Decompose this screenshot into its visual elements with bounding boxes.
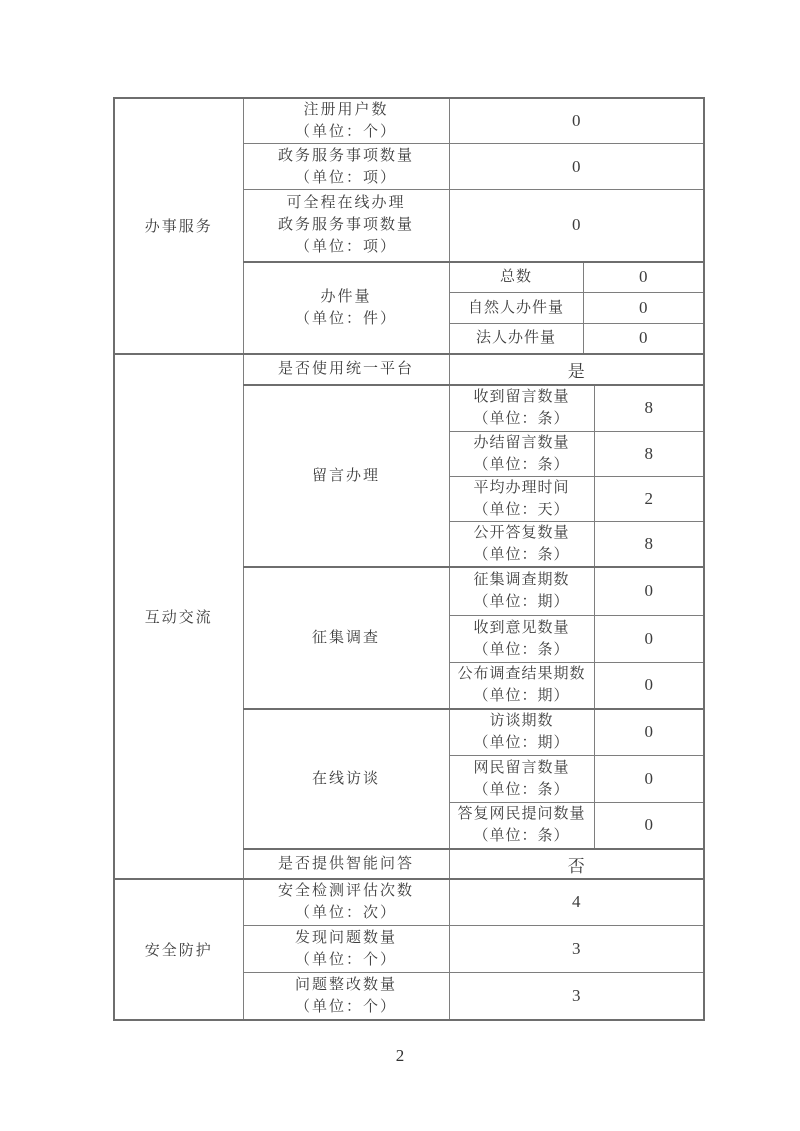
sub-value: 0 (594, 709, 704, 755)
sub-label-line1: 平均办理时间 (473, 480, 570, 496)
sub-label-line1: 公布调查结果期数 (457, 666, 586, 683)
sub-value: 0 (594, 615, 704, 662)
sub-label (449, 662, 594, 709)
sub-label-unit: （单位：条） (473, 641, 570, 658)
row-label (243, 354, 449, 385)
row-value: 0 (449, 190, 704, 262)
sub-label-line1: 办结留言数量 (473, 435, 570, 451)
row-value: 0 (449, 98, 704, 144)
group-label (243, 709, 449, 849)
row-value: 3 (449, 972, 704, 1020)
sub-label-unit: （单位：期） (473, 735, 570, 752)
row-label-unit: （单位：项） (294, 239, 397, 256)
row-label-unit: （单位：个） (294, 951, 397, 968)
sub-value: 8 (594, 432, 704, 477)
sub-value: 0 (594, 802, 704, 849)
sub-label (449, 385, 594, 432)
row-label-line1: 可全程在线办理 (286, 195, 406, 212)
group-label-line1: 在线访谈 (311, 771, 380, 787)
section-title-anquan-fanghu (114, 879, 243, 1020)
sub-label-line1: 网民留言数量 (473, 759, 570, 776)
sub-label-line1: 收到意见数量 (473, 619, 570, 636)
row-label (243, 144, 449, 190)
sub-label (449, 262, 583, 293)
sub-label (449, 709, 594, 755)
group-label (243, 567, 449, 709)
section-title-text: 办事服务 (144, 219, 213, 236)
group-label-line1: 征集调查 (311, 630, 380, 646)
sub-label (449, 432, 594, 477)
sub-value: 0 (583, 293, 704, 324)
group-label (243, 385, 449, 568)
sub-label-line1: 征集调查期数 (473, 572, 570, 589)
sub-label-unit: （单位：条） (473, 547, 570, 563)
sub-label (449, 522, 594, 568)
row-label-line1: 安全检测评估次数 (277, 883, 414, 900)
sub-label-unit: （单位：条） (473, 457, 570, 473)
sub-label-line1: 法人办件量 (475, 330, 556, 347)
row-value: 是 (449, 354, 704, 385)
sub-value: 0 (594, 567, 704, 615)
sub-value: 8 (594, 522, 704, 568)
sub-label-unit: （单位：期） (473, 688, 570, 705)
row-label (243, 190, 449, 262)
sub-label (449, 567, 594, 615)
group-label-unit: （单位：件） (294, 310, 397, 327)
row-value: 4 (449, 879, 704, 925)
row-label (243, 849, 449, 879)
sub-label (449, 615, 594, 662)
row-value: 3 (449, 925, 704, 972)
section-title-text: 互动交流 (144, 609, 213, 626)
sub-label-line1: 访谈期数 (489, 713, 554, 730)
sub-label (449, 324, 583, 354)
row-label-unit: （单位：个） (294, 998, 397, 1015)
sub-label-line1: 总数 (499, 269, 532, 286)
report-table (113, 97, 705, 1021)
row-label (243, 972, 449, 1020)
row-label-line1: 是否使用统一平台 (277, 361, 414, 377)
sub-label-unit: （单位：条） (473, 828, 570, 845)
sub-label (449, 802, 594, 849)
sub-value: 0 (594, 662, 704, 709)
row-label-line1: 问题整改数量 (294, 976, 397, 993)
row-label-unit: （单位：次） (294, 905, 397, 922)
row-label (243, 98, 449, 144)
sub-label-unit: （单位：期） (473, 594, 570, 611)
sub-label-line1: 自然人办件量 (467, 300, 564, 316)
sub-label-unit: （单位：条） (473, 781, 570, 798)
group-label-line1: 办件量 (320, 288, 372, 305)
row-label-line2: 政务服务事项数量 (277, 217, 414, 234)
row-label-unit: （单位：个） (294, 124, 397, 140)
row-label-line1: 是否提供智能问答 (277, 856, 414, 872)
sub-label (449, 293, 583, 324)
sub-value: 0 (583, 324, 704, 354)
section-title-hudong-jiaoliu (114, 354, 243, 880)
row-label (243, 879, 449, 925)
row-label (243, 925, 449, 972)
sub-value: 0 (583, 262, 704, 293)
section-title-text: 安全防护 (144, 943, 213, 959)
row-value: 否 (449, 849, 704, 879)
sub-label (449, 477, 594, 522)
row-label-line1: 注册用户数 (303, 102, 389, 118)
sub-label-unit: （单位：天） (473, 502, 570, 518)
row-label-line1: 发现问题数量 (294, 929, 397, 946)
page-number: 2 (395, 1046, 405, 1065)
row-value: 0 (449, 144, 704, 190)
sub-label-line1: 答复网民提问数量 (457, 806, 586, 823)
sub-value: 0 (594, 755, 704, 802)
sub-label-line1: 公开答复数量 (473, 525, 570, 541)
group-label-line1: 留言办理 (311, 467, 380, 484)
row-label-unit: （单位：项） (294, 169, 397, 186)
group-label (243, 262, 449, 354)
sub-label-line1: 收到留言数量 (473, 389, 570, 406)
row-label-line1: 政务服务事项数量 (277, 147, 414, 164)
sub-value: 8 (594, 385, 704, 432)
sub-value: 2 (594, 477, 704, 522)
sub-label-unit: （单位：条） (473, 411, 570, 428)
section-title-banshi-fuwu (114, 98, 243, 354)
sub-label (449, 755, 594, 802)
